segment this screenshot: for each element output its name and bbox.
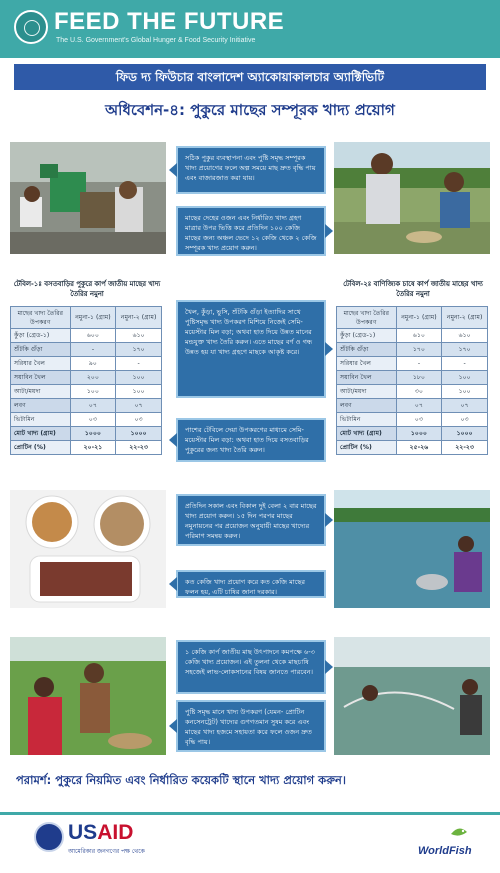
table-cell: ১০০০ <box>442 427 488 441</box>
activity-banner: ফিড দ্য ফিউচার বাংলাদেশ অ্যাকোয়াকালচার অ্যাক্টিভিটি <box>14 64 486 90</box>
table-cell: ১০০ <box>70 385 116 399</box>
table-cell: ২৫-২৬ <box>396 441 442 455</box>
callout-feed-conversion: ১ কেজি কার্প জাতীয় মাছ উৎপাদনে কমপক্ষে ৬-৩ কেজি খাদ্য প্রয়োজন। এই তুলনা থেকে মাছচাষি সহজেই লাভ-লোকসানের বিষয় জানতে পারবেন। <box>176 640 326 694</box>
table-cell: ২০-২১ <box>70 441 116 455</box>
table-cell: - <box>70 343 116 357</box>
photo-woman-feeding <box>334 490 490 608</box>
table-row <box>337 413 488 427</box>
table-cell: ২০০ <box>70 371 116 385</box>
table-cell: ৬১০ <box>116 329 162 343</box>
feed-the-future-tagline: The U.S. Government's Global Hunger & Food Security Initiative <box>56 37 256 44</box>
table-row <box>11 385 162 399</box>
table-cell: প্রোটিন (%) <box>11 441 71 455</box>
table1-header-sample1: নমুনা-১ (গ্রাম) <box>70 307 116 329</box>
table-row <box>337 427 488 441</box>
feed-the-future-logo: FEED THE FUTURE <box>54 8 285 35</box>
table-row <box>337 329 488 343</box>
table1-header-ingredient: মাছের খাদ্য তৈরির উপকরণ <box>11 307 71 329</box>
table-row <box>337 399 488 413</box>
table-cell: ০৩ <box>70 413 116 427</box>
table-cell: - <box>116 357 162 371</box>
table2 <box>336 306 488 455</box>
table2-header-sample1: নমুনা-১ (গ্রাম) <box>396 307 442 329</box>
table-row <box>11 343 162 357</box>
table-row <box>337 343 488 357</box>
usaid-logo-us: US <box>68 821 98 844</box>
table-cell: ভিটামিন <box>11 413 71 427</box>
table2-header-ingredient: মাছের খাদ্য তৈরির উপকরণ <box>337 307 397 329</box>
table-cell: আটা/ময়দা <box>337 385 397 399</box>
table-cell: ১০০০ <box>116 427 162 441</box>
photo-net-harvest <box>334 637 490 755</box>
table-cell: ১৮০ <box>396 371 442 385</box>
photo-harvest-family <box>10 637 166 755</box>
table-cell: আটা/ময়দা <box>11 385 71 399</box>
photo-feeding-pond <box>334 142 490 254</box>
callout-balanced-feed: সঠিক পুকুর ব্যবস্থাপনা এবং পুষ্টি সমৃদ্ধ সম্পূরক খাদ্য প্রয়োগের ফলে অল্প সময়ে মাছ দ্রুত বৃদ্ধি পায় এবং বাজারজাত করা যায়। <box>176 146 326 194</box>
worldfish-logo: WorldFish <box>418 845 472 857</box>
table-cell: ১০০ <box>116 385 162 399</box>
table-cell: ৯০ <box>70 357 116 371</box>
table-cell: লবণ <box>337 399 397 413</box>
table-cell: সরিষার খৈল <box>337 357 397 371</box>
table-cell: সয়াবিন খৈল <box>337 371 397 385</box>
worldfish-fish-icon <box>448 822 470 844</box>
advice-text: পরামর্শ: পুকুরে নিয়মিত এবং নির্ধারিত কয়েকটি স্থানে খাদ্য প্রয়োগ করুন। <box>16 773 347 787</box>
table-row <box>337 385 488 399</box>
usaid-logo <box>68 822 133 844</box>
callout-homemade-feed: খৈল, কুঁড়া, ভুসি, শুঁটকি গুঁড়া ইত্যাদির সাথে পুষ্টিসমৃদ্ধ খাদ্য উপকরণ মিশিয়ে নিজেই সেমি-ময়েস্টার মিল বড়া; অথবা হাত দিয়ে উন্নত মানের মন্ডযুক্ত খাদ্য তৈরি করুন। এতে মাছের বর্ণ ও গন্ধ উন্নত হয় যা খাদ্য গ্রহণে মাছকে আকৃষ্ট করে। <box>176 300 326 398</box>
table-row <box>11 357 162 371</box>
photo-feed-ingredients <box>10 490 166 608</box>
table-cell: - <box>442 357 488 371</box>
callout-feed-yield: কত কেজি খাদ্য প্রয়োগ করে কত কেজি মাছের ফলন হয়, এটি চাষির জানা দরকার। <box>176 570 326 598</box>
usaid-logo-aid: AID <box>97 821 134 844</box>
footer-divider <box>0 812 500 815</box>
table-cell: শুঁটকি গুঁড়া <box>337 343 397 357</box>
callout-feed-quantity: মাছের দেহের ওজন এবং নির্ধারিত খাদ্য গ্রহণ মাত্রার উপর ভিত্তি করে প্রতিদিন ১০০ কেজি মাছের জন্য অঞ্চল ভেদে ১২ কেজি থেকে ২ কেজি সম্পূরক খাদ্য প্রয়োগ করুন। <box>176 206 326 256</box>
table-row <box>11 371 162 385</box>
table-row <box>11 427 162 441</box>
table-cell: ১০০০ <box>396 427 442 441</box>
table-cell: মোট খাদ্য (গ্রাম) <box>337 427 397 441</box>
table-row <box>11 399 162 413</box>
header-bar <box>0 0 500 58</box>
table-row <box>11 413 162 427</box>
callout-table-reference: পাশের টেবিলে দেয়া উপকরণের মাধ্যমে সেমি-ময়েস্টার মিল বড়া: অথবা হাত দিয়ে বসতবাড়ির পুকুরের জন্য খাদ্য তৈরি করুন। <box>176 418 326 462</box>
table-cell: ০৭ <box>116 399 162 413</box>
callout-protein-concentrate: পুষ্টি সমৃদ্ধ মানে খাদ্য উপকরণ (যেমন- প্রোটিন কনসেনট্রেট) খাদ্যের গুণগতমান সুষম করে এবং মাছের খাদ্য হজমে সহায়তা করে ফলে ওজন দ্রুত বৃদ্ধি পায়। <box>176 700 326 752</box>
table-cell: ০৭ <box>396 399 442 413</box>
table-cell: প্রোটিন (%) <box>337 441 397 455</box>
table-cell: ১০০ <box>442 385 488 399</box>
table-cell: ৬১০ <box>396 329 442 343</box>
table-row <box>337 441 488 455</box>
table-cell: ১০০০ <box>70 427 116 441</box>
usaid-tagline: আমেরিকার জনগণের পক্ষ থেকে <box>68 848 145 855</box>
table1 <box>10 306 162 455</box>
table-cell: সয়াবিন খৈল <box>11 371 71 385</box>
table-cell: লবণ <box>11 399 71 413</box>
table-cell: ৩০ <box>396 385 442 399</box>
table-row <box>337 357 488 371</box>
table-cell: ১০০ <box>442 371 488 385</box>
table-cell: ০৩ <box>396 413 442 427</box>
table-cell: কুঁড়া (গ্রেড-১) <box>337 329 397 343</box>
table-cell: ১৭০ <box>116 343 162 357</box>
table-cell: ২২-২৩ <box>442 441 488 455</box>
table2-header-sample2: নমুনা-২ (গ্রাম) <box>442 307 488 329</box>
table-cell: ০৭ <box>70 399 116 413</box>
table1-header-sample2: নমুনা-২ (গ্রাম) <box>116 307 162 329</box>
table-cell: ১৭০ <box>442 343 488 357</box>
table-cell: সরিষার খৈল <box>11 357 71 371</box>
usaid-seal-icon <box>34 822 64 852</box>
table-row <box>11 441 162 455</box>
table-cell: ০৩ <box>442 413 488 427</box>
table-cell: কুঁড়া (গ্রেড-১) <box>11 329 71 343</box>
photo-feed-machine <box>10 142 166 254</box>
table-cell: ০৩ <box>116 413 162 427</box>
table-cell: ভিটামিন <box>337 413 397 427</box>
session-title: অধিবেশন-৪: পুকুরে মাছের সম্পূরক খাদ্য প্রয়োগ <box>105 101 395 119</box>
table-cell: ৬০০ <box>70 329 116 343</box>
table-cell: মোট খাদ্য (গ্রাম) <box>11 427 71 441</box>
table-cell: ৬১০ <box>442 329 488 343</box>
table-cell: ২২-২৩ <box>116 441 162 455</box>
table-cell: ১০০ <box>116 371 162 385</box>
table-cell: ০৭ <box>442 399 488 413</box>
table1-title: টেবিল-১ঃ বসতবাড়ির পুকুরে কার্প জাতীয় মাছের খাদ্য তৈরির নমুনা <box>13 280 161 298</box>
us-seal-icon <box>14 10 48 44</box>
table-cell: - <box>396 357 442 371</box>
table-cell: ১৭০ <box>396 343 442 357</box>
table-row <box>337 371 488 385</box>
table-row <box>11 329 162 343</box>
table2-title: টেবিল-২ঃ বাণিজ্যিক চাষে কার্প জাতীয় মাছের খাদ্য তৈরির নমুনা <box>343 280 483 298</box>
callout-feeding-schedule: প্রতিদিন সকাল এবং বিকাল দুই বেলা ২ বার মাছের খাদ্য প্রয়োগ করুন। ১৫ দিন পরপর মাছের নমুনায়নের পর প্রয়োজন অনুযায়ী মাছের খাদ্যের পরিমাণ সমন্বয় করুন। <box>176 494 326 546</box>
table-cell: শুঁটকি গুঁড়া <box>11 343 71 357</box>
